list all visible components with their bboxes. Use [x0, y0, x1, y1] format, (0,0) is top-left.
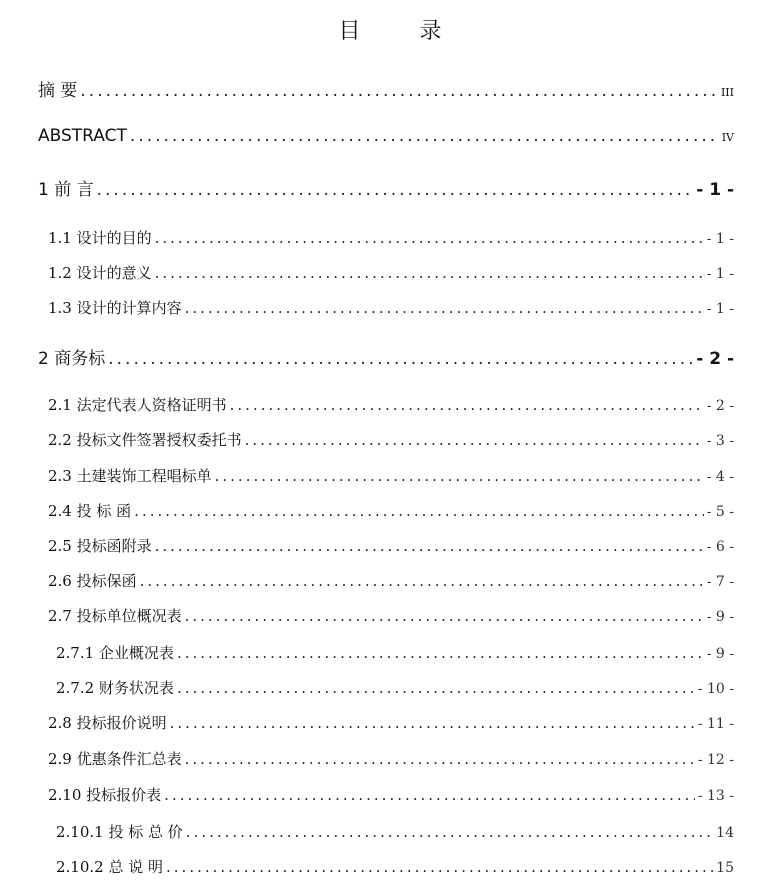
toc-entry-2-2[interactable]	[48, 429, 734, 450]
toc-page-number: - 11 -	[697, 716, 734, 732]
toc-entry-chapter-1[interactable]	[38, 175, 734, 200]
toc-page-number: - 10 -	[697, 681, 734, 697]
toc-entry-label: 摘 要	[38, 81, 78, 101]
toc-entry-label: 2.7 投标单位概况表	[48, 607, 182, 625]
toc-entry-label: 1.2 设计的意义	[48, 264, 152, 282]
toc-entry-label: 2.6 投标保函	[48, 572, 137, 590]
toc-entry-label: 2.10.2 总 说 明	[56, 858, 164, 876]
toc-entry-label: 2.4 投 标 函	[48, 502, 132, 520]
leader-dots	[230, 396, 704, 414]
toc-entry-label: 2.9 优惠条件汇总表	[48, 750, 182, 768]
toc-entry-2-1[interactable]	[48, 394, 734, 415]
toc-page-number: - 1 -	[706, 266, 734, 282]
toc-page-number: - 1 -	[706, 301, 734, 317]
leader-dots	[185, 607, 704, 625]
toc-entry-2-8[interactable]	[48, 712, 734, 733]
toc-page-number: - 6 -	[706, 539, 734, 555]
toc-entry-label: 2.1 法定代表人资格证明书	[48, 396, 227, 414]
toc-entry-abstract-cn[interactable]	[38, 76, 734, 101]
toc-entry-2-9[interactable]	[48, 748, 734, 769]
toc-entry-label: 2.10.1 投 标 总 价	[56, 823, 183, 841]
toc-title: 目 录	[338, 19, 468, 44]
toc-entry-label: 2.10 投标报价表	[48, 786, 162, 804]
toc-entry-2-10-2[interactable]	[56, 856, 734, 877]
toc-entry-label: 2.8 投标报价说明	[48, 714, 167, 732]
toc-page-number: - 5 -	[706, 504, 734, 520]
toc-entry-label: 2.2 投标文件签署授权委托书	[48, 431, 242, 449]
toc-entry-1-1[interactable]	[48, 227, 734, 248]
toc-entry-label: 2.7.1 企业概况表	[56, 644, 174, 662]
leader-dots	[155, 537, 704, 555]
toc-entry-2-10[interactable]	[48, 784, 734, 805]
leader-dots	[215, 467, 704, 485]
toc-entry-label: 2.5 投标函附录	[48, 537, 152, 555]
toc-entry-2-4[interactable]	[48, 500, 734, 521]
toc-entry-1-2[interactable]	[48, 262, 734, 283]
toc-page-number: 15	[716, 860, 734, 876]
toc-entry-label: ABSTRACT	[38, 126, 127, 146]
toc-entry-label: 2.7.2 财务状况表	[56, 679, 174, 697]
toc-page-number: IV	[721, 131, 734, 144]
leader-dots	[245, 431, 704, 449]
leader-dots	[185, 299, 704, 317]
toc-page-number: III	[720, 86, 734, 99]
toc-page-number: - 9 -	[706, 609, 734, 625]
toc-entry-label: 2 商务标	[38, 349, 106, 369]
leader-dots	[80, 81, 718, 101]
toc-page-number: - 3 -	[706, 433, 734, 449]
toc-entry-label: 1 前 言	[38, 180, 94, 200]
toc-entry-2-3[interactable]	[48, 465, 734, 486]
toc-entry-2-10-1[interactable]	[56, 821, 734, 842]
leader-dots	[97, 180, 694, 200]
leader-dots	[140, 572, 704, 590]
toc-entry-2-7-2[interactable]	[56, 677, 734, 698]
toc-page-number: - 9 -	[706, 646, 734, 662]
toc-entry-2-7-1[interactable]	[56, 642, 734, 663]
leader-dots	[130, 126, 719, 146]
toc-page-number: 14	[716, 825, 734, 841]
toc-entry-2-6[interactable]	[48, 570, 734, 591]
toc-page-number: - 7 -	[706, 574, 734, 590]
toc-entry-abstract-en[interactable]	[38, 126, 734, 146]
toc-entry-2-7[interactable]	[48, 605, 734, 626]
toc-page-number: - 2 -	[696, 349, 734, 369]
toc-entry-chapter-2[interactable]	[38, 344, 734, 369]
toc-entry-label: 1.3 设计的计算内容	[48, 299, 182, 317]
leader-dots	[166, 858, 713, 876]
leader-dots	[108, 349, 693, 369]
toc-page-number: - 12 -	[697, 752, 734, 768]
toc-entry-label: 1.1 设计的目的	[48, 229, 152, 247]
toc-entry-label: 2.3 土建装饰工程唱标单	[48, 467, 212, 485]
leader-dots	[170, 714, 695, 732]
leader-dots	[134, 502, 704, 520]
toc-page-number: - 2 -	[706, 398, 734, 414]
toc-page-number: - 1 -	[706, 231, 734, 247]
leader-dots	[155, 229, 704, 247]
leader-dots	[186, 823, 713, 841]
leader-dots	[185, 750, 695, 768]
leader-dots	[155, 264, 704, 282]
toc-entry-2-5[interactable]	[48, 535, 734, 556]
leader-dots	[177, 644, 704, 662]
toc-page-number: - 4 -	[706, 469, 734, 485]
toc-page-number: - 13 -	[697, 788, 734, 804]
leader-dots	[164, 786, 695, 804]
toc-entry-1-3[interactable]	[48, 297, 734, 318]
leader-dots	[177, 679, 695, 697]
toc-page-number: - 1 -	[696, 180, 734, 200]
